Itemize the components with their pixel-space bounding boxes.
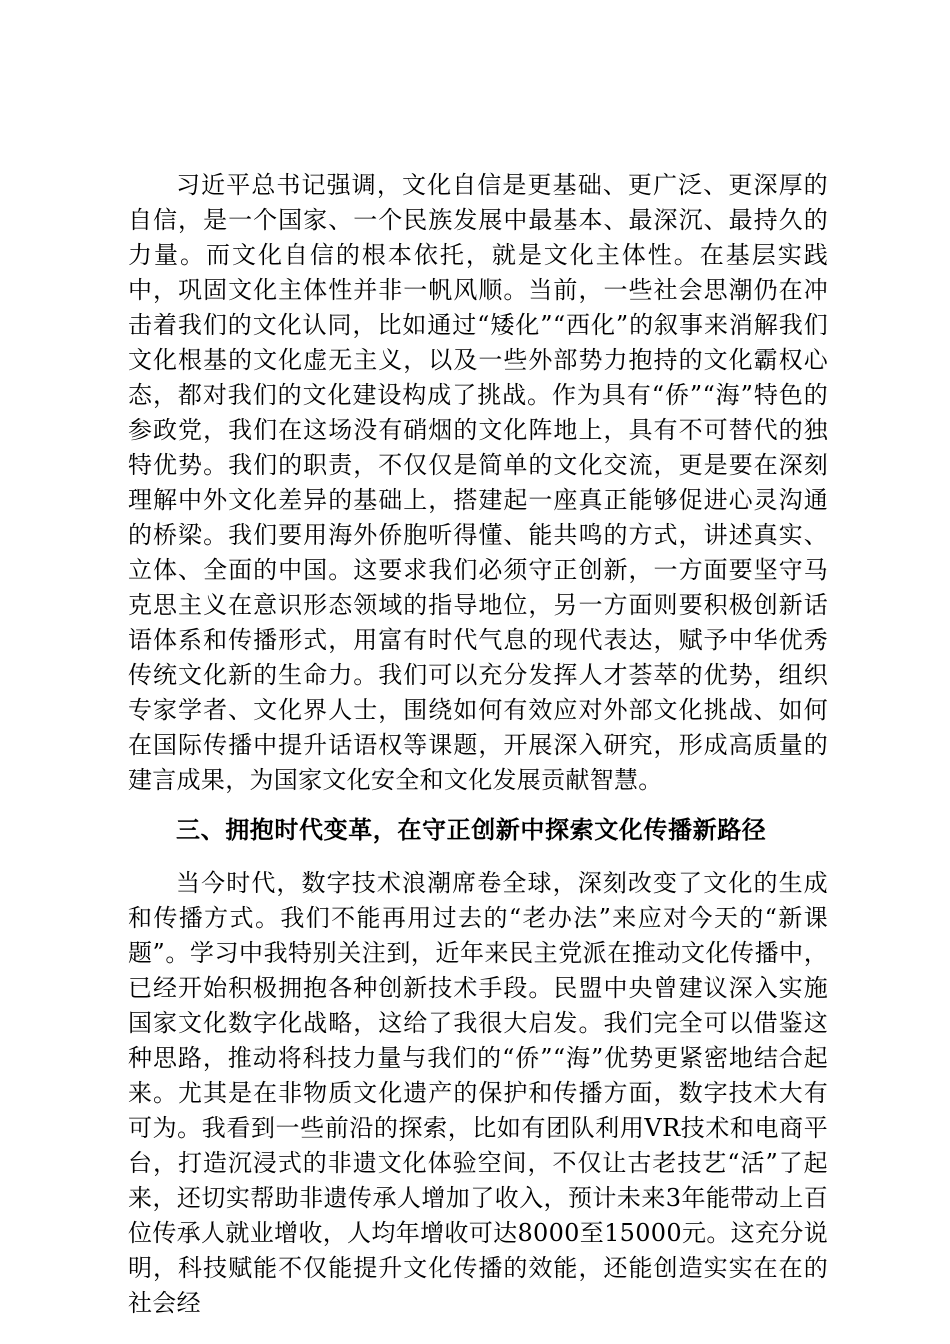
document-body [128,168,828,1321]
body-paragraph-2: 当今时代，数字技术浪潮席卷全球，深刻改变了文化的生成和传播方式。我们不能再用过去的“老办法”来应对今天的“新课题”。学习中我特别关注到，近年来民主党派在推动文化传播中，已经开始积极拥抱各种创新技术手段。民盟中央曾建议深入实施国家文化数字化战略，这给了我很大启发。我们完全可以借鉴这种思路，推动将科技力量与我们的“侨”“海”优势更紧密地结合起来。尤其是在非物质文化遗产的保护和传播方面，数字技术大有可为。我看到一些前沿的探索，比如有团队利用VR技术和电商平台，打造沉浸式的非遗文化体验空间，不仅让古老技艺“活”了起来，还切实帮助非遗传承人增加了收入，预计未来3年能带动上百位传承人就业增收，人均年增收可达8000至15000元。这充分说明，科技赋能不仅能提升文化传播的效能，还能创造实实在在的社会经 [128,869,828,1317]
body-paragraph-1: 习近平总书记强调，文化自信是更基础、更广泛、更深厚的自信，是一个国家、一个民族发展中最基本、最深沉、最持久的力量。而文化自信的根本依托，就是文化主体性。在基层实践中，巩固文化主体性并非一帆风顺。当前，一些社会思潮仍在冲击着我们的文化认同，比如通过“矮化”“西化”的叙事来消解我们文化根基的文化虚无主义，以及一些外部势力抱持的文化霸权心态，都对我们的文化建设构成了挑战。作为具有“侨”“海”特色的参政党，我们在这场没有硝烟的文化阵地上，具有不可替代的独特优势。我们的职责，不仅仅是简单的文化交流，更是要在深刻理解中外文化差异的基础上，搭建起一座真正能够促进心灵沟通的桥梁。我们要用海外侨胞听得懂、能共鸣的方式，讲述真实、立体、全面的中国。这要求我们必须守正创新，一方面要坚守马克思主义在意识形态领域的指导地位，另一方面则要积极创新话语体系和传播形式，用富有时代气息的现代表达，赋予中华优秀传统文化新的生命力。我们可以充分发挥人才荟萃的优势，组织专家学者、文化界人士，围绕如何有效应对外部文化挑战、如何在国际传播中提升话语权等课题，开展深入研究，形成高质量的建言成果，为国家文化安全和文化发展贡献智慧。 [128,171,828,794]
section-heading: 三、拥抱时代变革，在守正创新中探索文化传播新路径 [176,816,767,844]
